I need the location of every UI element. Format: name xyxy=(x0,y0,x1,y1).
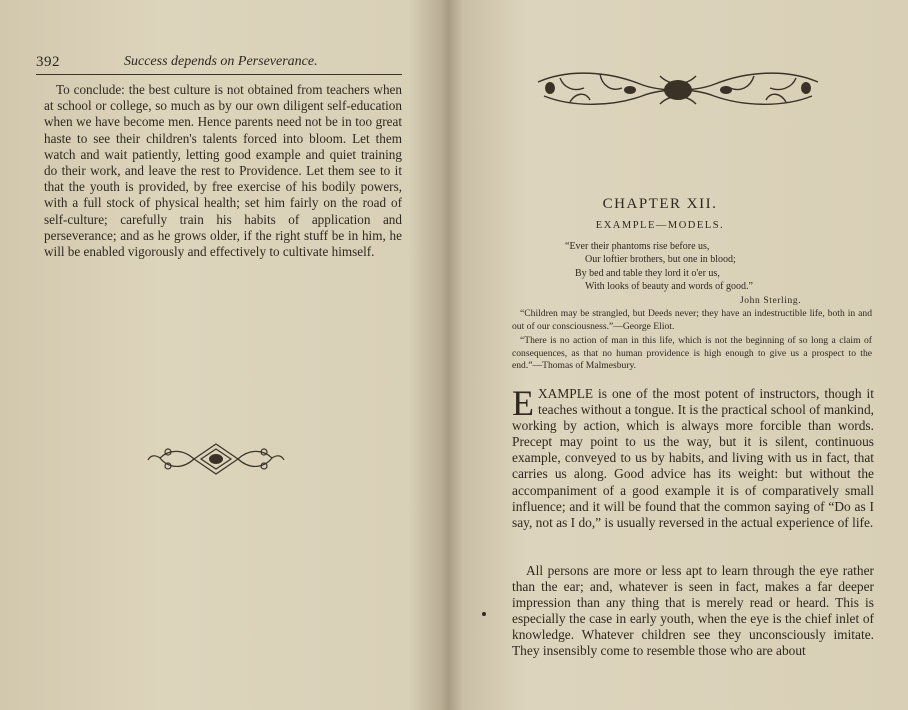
chapter-title: CHAPTER XII. xyxy=(602,196,718,212)
poem-line: By bed and table they lord it o'er us, xyxy=(575,267,720,279)
left-body-text: To conclude: the best culture is not obtained from teachers when at school or college, so much as by our own diligent self-education when we have become men. Hence parents need not be in too great haste to see their children's talents forced into bloom. Let them watch and wait patiently, letting good example and quiet training do their work, and leave the rest to Providence. Let them see to it that the youth is provided, by free exercise of his bodily powers, with a full stock of physical health; set him fairly on the road of self-culture; carefully train his habits of application and perseverance; and as he grows older, if the right stuff be in him, he will be enabled vigorously and effectively to cultivate himself. xyxy=(44,82,402,260)
poem-line: With looks of beauty and words of good.” xyxy=(585,281,753,293)
running-title: Success depends on Perseverance. xyxy=(124,54,318,69)
left-page xyxy=(0,0,446,710)
poem-line: “Ever their phantoms rise before us, xyxy=(565,241,710,252)
chapter-paragraph-1 xyxy=(512,383,874,531)
drop-cap: E xyxy=(512,383,534,423)
epigraph-poem xyxy=(565,240,875,294)
running-head xyxy=(36,52,402,75)
chapter-paragraph-2: All persons are more or less apt to learn through the eye rather than the ear; and, whatever is seen in fact, makes a far deeper impression than any thing that is merely read or heard. This is especially the case in early youth, when the eye is the chief inlet of knowledge. Whatever children see they unconsciously imitate. They insensibly come to resemble those who are about xyxy=(512,563,874,659)
page-number: 392 xyxy=(36,54,60,70)
epigraph-quote-malmesbury: “There is no action of man in this life, which is not the beginning of so long a claim of consequences, as that no human providence is high enough to give us a prospect to the end.”—Thomas of Malmesbury. xyxy=(512,335,872,372)
tailpiece-ornament xyxy=(146,438,286,480)
paragraph-1-text: XAMPLE is one of the most potent of instructors, though it teaches without a tongue. It is the practical school of mankind, working by action, which is always more forcible than words. Precept may point to us the way, but it is silent, continuous example, conveyed to us by habits, and living with us in fact, that carries us along. Good advice has its weight: but without the accompaniment of a good example it is of comparatively small influence; and it will be found that the common saying of “Do as I say, not as I do,” is usually reversed in the actual experience of life. xyxy=(512,386,874,530)
margin-mark xyxy=(482,612,486,616)
right-page xyxy=(450,0,908,710)
headpiece-ornament xyxy=(530,62,825,118)
poem-line: Our loftier brothers, but one in blood; xyxy=(585,254,736,266)
poem-attribution: John Sterling. xyxy=(740,296,802,306)
chapter-subtitle: EXAMPLE—MODELS. xyxy=(595,220,725,231)
epigraph-quote-eliot: “Children may be strangled, but Deeds never; they have an indestructible life, both in and out of our consciousness.”—George Eliot. xyxy=(512,308,872,332)
